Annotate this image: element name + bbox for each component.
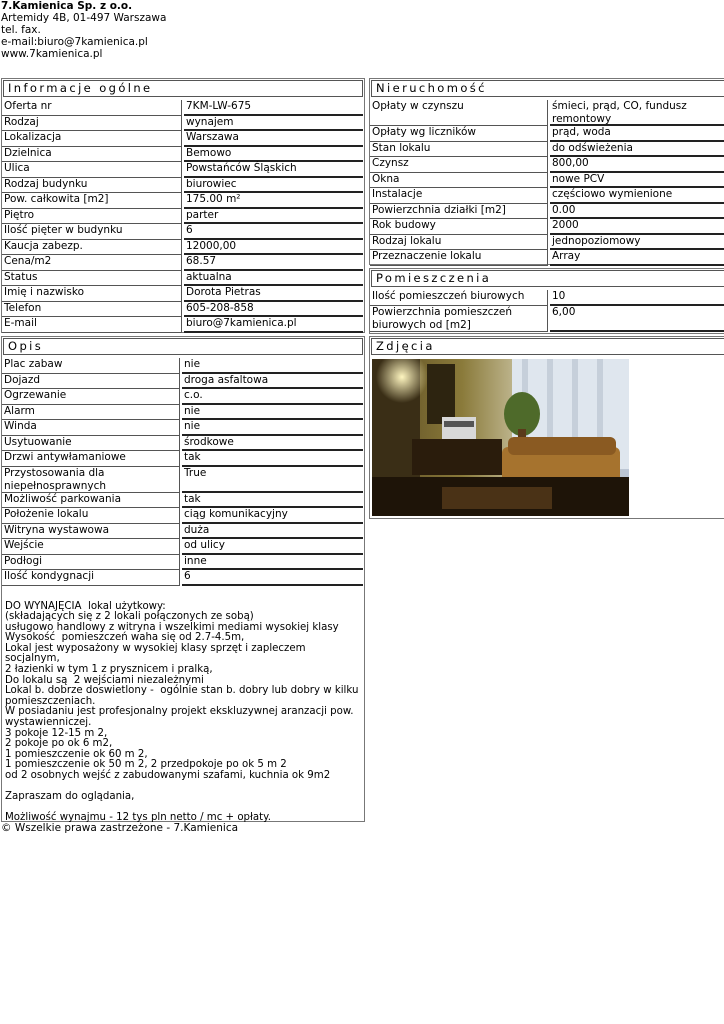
property-row	[370, 235, 724, 251]
opis-table	[2, 358, 364, 586]
info-row-label: Ilość pięter w budynku	[2, 224, 182, 240]
info-row-label: Piętro	[2, 209, 182, 225]
info-row-label: Dzielnica	[2, 147, 182, 163]
info-row-label: Rodzaj	[2, 116, 182, 132]
opis-row-label: Wejście	[2, 539, 180, 555]
info-row-value: biurowiec	[184, 178, 363, 194]
info-row-label: Rodzaj budynku	[2, 178, 182, 194]
footer-copyright: © Wszelkie prawa zastrzeżone - 7.Kamienica	[1, 822, 239, 834]
property-row-label: Powierzchnia działki [m2]	[370, 204, 548, 220]
info-row-label: Lokalizacja	[2, 131, 182, 147]
opis-row-value: nie	[182, 405, 363, 421]
company-address: Artemidy 4B, 01-497 Warszawa	[1, 12, 167, 24]
property-row-label: Stan lokalu	[370, 142, 548, 158]
opis-section	[1, 336, 365, 822]
opis-row	[2, 539, 363, 555]
info-row	[2, 178, 363, 194]
property-row-value: 0.00	[550, 204, 724, 220]
opis-row-value: nie	[182, 420, 363, 436]
photos-section-title: Zdjęcia	[371, 338, 724, 355]
info-row	[2, 147, 363, 163]
opis-row	[2, 451, 363, 467]
property-row-value: nowe PCV	[550, 173, 724, 189]
property-row-value: Array	[550, 250, 724, 266]
property-photo[interactable]	[372, 359, 629, 516]
info-row	[2, 255, 363, 271]
company-www: www.7kamienica.pl	[1, 48, 103, 60]
info-row	[2, 116, 363, 132]
company-name: 7.Kamienica Sp. z o.o.	[1, 0, 133, 12]
property-row	[370, 126, 724, 142]
info-row-value: Bemowo	[184, 147, 363, 163]
info-row-label: E-mail	[2, 317, 182, 333]
property-row	[370, 157, 724, 173]
property-section	[369, 78, 724, 265]
opis-row-label: Plac zabaw	[2, 358, 180, 374]
company-email: e-mail:biuro@7kamienica.pl	[1, 36, 148, 48]
company-telfax: tel. fax.	[1, 24, 41, 36]
info-row	[2, 100, 363, 116]
rooms-row	[370, 290, 724, 306]
info-row-value: biuro@7kamienica.pl	[184, 317, 363, 333]
info-row-value: Dorota Pietras	[184, 286, 363, 302]
property-row-value: 800,00	[550, 157, 724, 173]
opis-row	[2, 467, 363, 493]
rooms-row-value: 10	[550, 290, 724, 306]
opis-row-value: inne	[182, 555, 363, 571]
info-row	[2, 193, 363, 209]
info-row-label: Telefon	[2, 302, 182, 318]
opis-row-value: tak	[182, 493, 363, 509]
opis-row-label: Witryna wystawowa	[2, 524, 180, 540]
info-row-value: 12000,00	[184, 240, 363, 256]
property-row-label: Opłaty w czynszu	[370, 100, 548, 126]
property-row-value: prąd, woda	[550, 126, 724, 142]
opis-row	[2, 374, 363, 390]
opis-row	[2, 358, 363, 374]
opis-row-value: duża	[182, 524, 363, 540]
info-row	[2, 224, 363, 240]
opis-row	[2, 405, 363, 421]
info-row	[2, 240, 363, 256]
rooms-table	[370, 290, 724, 332]
property-table	[370, 100, 724, 266]
property-row	[370, 188, 724, 204]
opis-section-title: Opis	[3, 338, 363, 355]
property-row-label: Okna	[370, 173, 548, 189]
opis-row	[2, 420, 363, 436]
info-section	[1, 78, 365, 333]
property-row-value: częściowo wymienione	[550, 188, 724, 204]
opis-row-label: Położenie lokalu	[2, 508, 180, 524]
opis-row	[2, 493, 363, 509]
info-row	[2, 271, 363, 287]
opis-row	[2, 389, 363, 405]
info-row-value: parter	[184, 209, 363, 225]
opis-row-value: c.o.	[182, 389, 363, 405]
info-row	[2, 131, 363, 147]
info-table	[2, 100, 364, 333]
opis-row-label: Możliwość parkowania	[2, 493, 180, 509]
property-row	[370, 204, 724, 220]
info-row-value: Warszawa	[184, 131, 363, 147]
property-row	[370, 250, 724, 266]
opis-row	[2, 555, 363, 571]
property-row-label: Przeznaczenie lokalu	[370, 250, 548, 266]
opis-description: DO WYNAJĘCIA lokal użytkowy: (składających się z 2 lokali połączonych ze sobą) usługowo handlowy z witryna i wszelkimi mediami wysokiej klasy Wysokość pomieszczeń waha się od 2.7-4.5m, Lokal jest wyposażony w wysokiej klasy sprzęt i zapleczem socjalnym, 2 łazienki w tym 1 z prysznicem i pralką, Do lokalu są 2 wejściami niezależnymi Lokal b. dobrze doswietlony - ogólnie stan b. dobry lub dobry w kilku pomieszczeniach. W posiadaniu jest profesjonalny projekt ekskluzywnej aranzacji pow. wystawienniczej. 3 pokoje 12-15 m 2, 2 pokoje po ok 6 m2, 1 pomieszczenie ok 60 m 2, 1 pomieszczenie ok 50 m 2, 2 przedpokoje po ok 5 m 2 od 2 osobnych wejść z zabudowanymi szafami, kuchnia ok 9m2 Zapraszam do oglądania, Możliwość wynajmu - 12 tys pln netto / mc + opłaty.	[5, 600, 359, 824]
property-row-value: jednopoziomowy	[550, 235, 724, 251]
info-section-title: Informacje ogólne	[3, 80, 363, 97]
info-row-value: 6	[184, 224, 363, 240]
rooms-section-title: Pomieszczenia	[371, 270, 724, 287]
opis-row-value: 6	[182, 570, 363, 586]
opis-row-value: ciąg komunikacyjny	[182, 508, 363, 524]
property-row	[370, 219, 724, 235]
property-section-title: Nieruchomość	[371, 80, 724, 97]
opis-row-value: nie	[182, 358, 363, 374]
opis-row-label: Usytuowanie	[2, 436, 180, 452]
property-row-label: Rodzaj lokalu	[370, 235, 548, 251]
opis-row-value: True	[182, 467, 363, 493]
info-row	[2, 317, 363, 333]
info-row-value: Powstańców Śląskich	[184, 162, 363, 178]
opis-row-label: Winda	[2, 420, 180, 436]
rooms-row-value: 6,00	[550, 306, 724, 332]
info-row-value: 175.00 m²	[184, 193, 363, 209]
property-row-value: do odświeżenia	[550, 142, 724, 158]
company-header	[1, 0, 166, 60]
opis-row-value: droga asfaltowa	[182, 374, 363, 390]
info-row-value: aktualna	[184, 271, 363, 287]
rooms-section	[369, 268, 724, 334]
info-row	[2, 209, 363, 225]
rooms-row	[370, 306, 724, 332]
property-row-label: Czynsz	[370, 157, 548, 173]
opis-row-label: Dojazd	[2, 374, 180, 390]
opis-row-value: środkowe	[182, 436, 363, 452]
opis-row-label: Podłogi	[2, 555, 180, 571]
info-row-label: Imię i nazwisko	[2, 286, 182, 302]
info-row-label: Pow. całkowita [m2]	[2, 193, 182, 209]
info-row-value: wynajem	[184, 116, 363, 132]
info-row-label: Cena/m2	[2, 255, 182, 271]
property-row-value: 2000	[550, 219, 724, 235]
opis-row-label: Ogrzewanie	[2, 389, 180, 405]
property-row-value: śmieci, prąd, CO, fundusz remontowy	[550, 100, 724, 126]
info-row-value: 7KM-LW-675	[184, 100, 363, 116]
property-row	[370, 173, 724, 189]
property-row	[370, 100, 724, 126]
info-row-label: Status	[2, 271, 182, 287]
property-row-label: Rok budowy	[370, 219, 548, 235]
info-row-label: Kaucja zabezp.	[2, 240, 182, 256]
property-row-label: Instalacje	[370, 188, 548, 204]
info-row-label: Oferta nr	[2, 100, 182, 116]
opis-row	[2, 508, 363, 524]
rooms-row-label: Powierzchnia pomieszczeń biurowych od [m2]	[370, 306, 548, 332]
opis-row-value: od ulicy	[182, 539, 363, 555]
info-row-value: 68.57	[184, 255, 363, 271]
opis-row-label: Ilość kondygnacji	[2, 570, 180, 586]
property-row	[370, 142, 724, 158]
opis-row	[2, 524, 363, 540]
opis-row-label: Drzwi antywłamaniowe	[2, 451, 180, 467]
opis-row	[2, 436, 363, 452]
info-row-label: Ulica	[2, 162, 182, 178]
opis-row-value: tak	[182, 451, 363, 467]
opis-row	[2, 570, 363, 586]
info-row	[2, 162, 363, 178]
info-row	[2, 286, 363, 302]
opis-row-label: Przystosowania dla niepełnosprawnych	[2, 467, 180, 493]
opis-row-label: Alarm	[2, 405, 180, 421]
property-row-label: Opłaty wg liczników	[370, 126, 548, 142]
rooms-row-label: Ilość pomieszczeń biurowych	[370, 290, 548, 306]
info-row	[2, 302, 363, 318]
info-row-value: 605-208-858	[184, 302, 363, 318]
